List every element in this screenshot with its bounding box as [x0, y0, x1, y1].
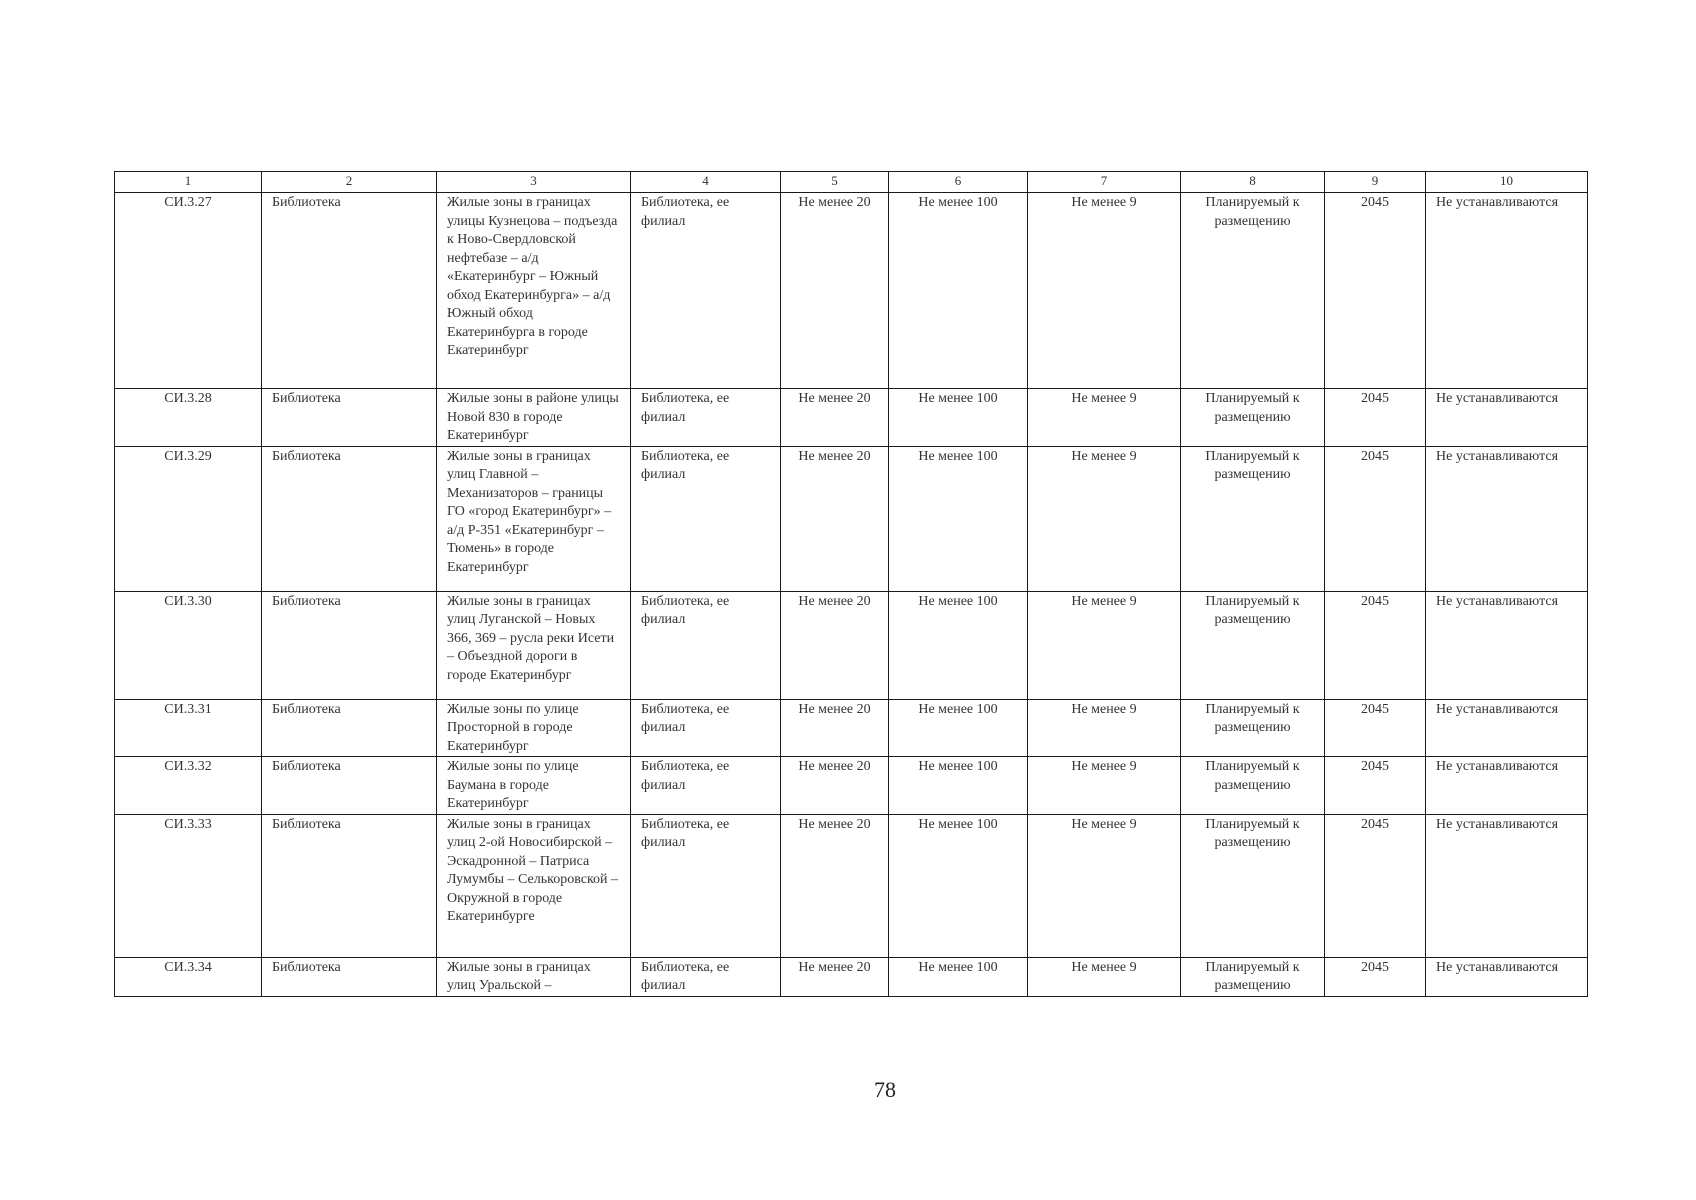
cell-object-purpose: Библиотека, ее филиал [631, 591, 781, 699]
column-header-3: 3 [437, 172, 631, 193]
cell-area: Не менее 100 [889, 446, 1028, 591]
cell-object-purpose: Библиотека, ее филиал [631, 957, 781, 996]
cell-area: Не менее 100 [889, 591, 1028, 699]
cell-object-type: Библиотека [262, 193, 437, 389]
cell-area: Не менее 100 [889, 389, 1028, 447]
table-row [115, 757, 1588, 815]
cell-status: Планируемый к размещению [1181, 957, 1325, 996]
cell-area: Не менее 100 [889, 699, 1028, 757]
cell-parameter-7: Не менее 9 [1028, 591, 1181, 699]
cell-location: Жилые зоны в границах улиц Луганской – Новых 366, 369 – русла реки Исети – Объездной дороги в городе Екатеринбург [437, 591, 631, 699]
cell-capacity: Не менее 20 [781, 957, 889, 996]
cell-status: Планируемый к размещению [1181, 389, 1325, 447]
cell-object-type: Библиотека [262, 446, 437, 591]
cell-target-year: 2045 [1325, 699, 1426, 757]
header-row [115, 172, 1588, 193]
cell-object-purpose: Библиотека, ее филиал [631, 193, 781, 389]
cell-restrictions: Не устанавливаются [1426, 957, 1588, 996]
column-header-9: 9 [1325, 172, 1426, 193]
table-body [115, 193, 1588, 997]
cell-capacity: Не менее 20 [781, 814, 889, 957]
cell-object-purpose: Библиотека, ее филиал [631, 699, 781, 757]
data-table [114, 171, 1588, 997]
cell-parameter-7: Не менее 9 [1028, 757, 1181, 815]
table-row [115, 814, 1588, 957]
cell-target-year: 2045 [1325, 193, 1426, 389]
cell-object-type: Библиотека [262, 591, 437, 699]
column-header-5: 5 [781, 172, 889, 193]
cell-object-purpose: Библиотека, ее филиал [631, 446, 781, 591]
cell-row-code: СИ.3.33 [115, 814, 262, 957]
column-header-2: 2 [262, 172, 437, 193]
cell-restrictions: Не устанавливаются [1426, 446, 1588, 591]
cell-restrictions: Не устанавливаются [1426, 193, 1588, 389]
cell-capacity: Не менее 20 [781, 591, 889, 699]
column-header-8: 8 [1181, 172, 1325, 193]
table-row [115, 591, 1588, 699]
cell-parameter-7: Не менее 9 [1028, 193, 1181, 389]
cell-capacity: Не менее 20 [781, 193, 889, 389]
cell-target-year: 2045 [1325, 446, 1426, 591]
cell-location: Жилые зоны в границах улиц Уральской – [437, 957, 631, 996]
column-header-6: 6 [889, 172, 1028, 193]
cell-status: Планируемый к размещению [1181, 814, 1325, 957]
column-header-7: 7 [1028, 172, 1181, 193]
cell-area: Не менее 100 [889, 957, 1028, 996]
cell-restrictions: Не устанавливаются [1426, 389, 1588, 447]
cell-status: Планируемый к размещению [1181, 446, 1325, 591]
cell-object-type: Библиотека [262, 389, 437, 447]
cell-parameter-7: Не менее 9 [1028, 957, 1181, 996]
cell-location: Жилые зоны по улице Баумана в городе Екатеринбург [437, 757, 631, 815]
cell-parameter-7: Не менее 9 [1028, 389, 1181, 447]
cell-object-purpose: Библиотека, ее филиал [631, 757, 781, 815]
column-header-10: 10 [1426, 172, 1588, 193]
cell-status: Планируемый к размещению [1181, 591, 1325, 699]
cell-capacity: Не менее 20 [781, 757, 889, 815]
cell-row-code: СИ.3.34 [115, 957, 262, 996]
cell-restrictions: Не устанавливаются [1426, 591, 1588, 699]
table-row [115, 193, 1588, 389]
cell-status: Планируемый к размещению [1181, 757, 1325, 815]
cell-restrictions: Не устанавливаются [1426, 814, 1588, 957]
cell-object-type: Библиотека [262, 699, 437, 757]
cell-row-code: СИ.3.27 [115, 193, 262, 389]
cell-target-year: 2045 [1325, 957, 1426, 996]
cell-object-purpose: Библиотека, ее филиал [631, 389, 781, 447]
cell-row-code: СИ.3.31 [115, 699, 262, 757]
cell-target-year: 2045 [1325, 757, 1426, 815]
table-row [115, 446, 1588, 591]
cell-location: Жилые зоны в границах улиц 2-ой Новосибирской – Эскадронной – Патриса Лумумбы – Селькоровской – Окружной в городе Екатеринбурге [437, 814, 631, 957]
table-row [115, 699, 1588, 757]
cell-target-year: 2045 [1325, 814, 1426, 957]
table-header [115, 172, 1588, 193]
cell-capacity: Не менее 20 [781, 699, 889, 757]
cell-parameter-7: Не менее 9 [1028, 446, 1181, 591]
cell-row-code: СИ.3.29 [115, 446, 262, 591]
cell-area: Не менее 100 [889, 814, 1028, 957]
cell-object-type: Библиотека [262, 957, 437, 996]
cell-area: Не менее 100 [889, 193, 1028, 389]
page-number: 78 [874, 1077, 896, 1102]
cell-location: Жилые зоны по улице Просторной в городе Екатеринбург [437, 699, 631, 757]
cell-capacity: Не менее 20 [781, 446, 889, 591]
cell-object-purpose: Библиотека, ее филиал [631, 814, 781, 957]
column-header-1: 1 [115, 172, 262, 193]
cell-object-type: Библиотека [262, 814, 437, 957]
cell-location: Жилые зоны в районе улицы Новой 830 в городе Екатеринбург [437, 389, 631, 447]
cell-location: Жилые зоны в границах улиц Главной – Механизаторов – границы ГО «город Екатеринбург» – а/д Р-351 «Екатеринбург – Тюмень» в городе Екатеринбург [437, 446, 631, 591]
cell-parameter-7: Не менее 9 [1028, 814, 1181, 957]
cell-parameter-7: Не менее 9 [1028, 699, 1181, 757]
cell-object-type: Библиотека [262, 757, 437, 815]
cell-area: Не менее 100 [889, 757, 1028, 815]
cell-restrictions: Не устанавливаются [1426, 757, 1588, 815]
cell-target-year: 2045 [1325, 591, 1426, 699]
cell-capacity: Не менее 20 [781, 389, 889, 447]
cell-status: Планируемый к размещению [1181, 193, 1325, 389]
cell-restrictions: Не устанавливаются [1426, 699, 1588, 757]
cell-location: Жилые зоны в границах улицы Кузнецова – подъезда к Ново-Свердловской нефтебазе – а/д «Екатеринбург – Южный обход Екатеринбурга» – а/д Южный обход Екатеринбурга в городе Екатеринбург [437, 193, 631, 389]
column-header-4: 4 [631, 172, 781, 193]
cell-status: Планируемый к размещению [1181, 699, 1325, 757]
cell-row-code: СИ.3.32 [115, 757, 262, 815]
table-row [115, 389, 1588, 447]
cell-row-code: СИ.3.28 [115, 389, 262, 447]
cell-row-code: СИ.3.30 [115, 591, 262, 699]
table-row [115, 957, 1588, 996]
cell-target-year: 2045 [1325, 389, 1426, 447]
